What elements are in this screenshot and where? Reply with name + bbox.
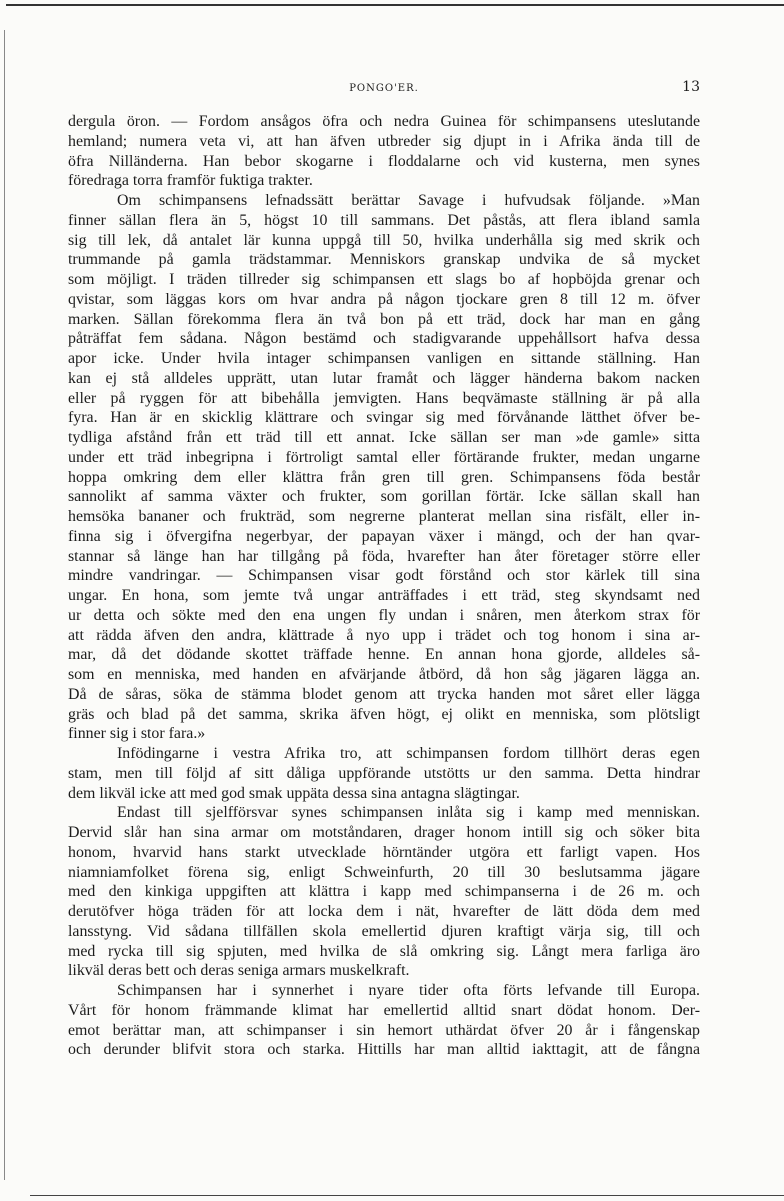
paragraph (68, 744, 700, 803)
text-line: finner sig i stor fara.» (68, 725, 206, 743)
text-line: som möjligt. I träden tillreder sig schimpansen ett slags bo af hopböjda grenar och (68, 271, 700, 288)
text-line: honom, hvarvid hans starkt utvecklade hörntänder utgöra ett farligt vapen. Hos (68, 843, 700, 861)
text-line: eller på ryggen för att bibehålla jemvigten. Hans beqvämaste ställning är på alla (68, 389, 700, 407)
text-line: hemland; numera veta vi, att han äfven utbreder sig djupt in i Afrika ända till de (68, 132, 700, 150)
paragraph (68, 981, 700, 1060)
page-number: 13 (682, 79, 700, 95)
text-line: under ett träd inbegripna i förtroligt samtal eller förtärande frukter, medan ungarne (68, 448, 700, 466)
paragraph (68, 112, 700, 191)
text-line: fyra. Han är en skicklig klättrare och svingar sig med förvånande lätthet öfver be- (68, 409, 700, 427)
text-line: marken. Sällan förekomma flera än två bon på ett träd, dock har man en gång (68, 310, 700, 328)
text-line: hemsöka bananer och frukträd, som negrerne planterat mellan sina risfält, eller in- (68, 508, 700, 525)
text-line: stam, men till följd af sitt dåliga uppförande utstötts ur den samma. Detta hindrar (68, 764, 700, 782)
text-line: Schimpansen har i synnerhet i nyare tider ofta förts lefvande till Europa. (117, 982, 700, 999)
text-line: Endast till sjelfförsvar synes schimpansen inlåta sig i kamp med menniskan. (117, 804, 700, 822)
text-line: öfra Nilländerna. Han bebor skogarne i floddalarne och vid kusterna, men synes (68, 152, 700, 170)
text-line: sig till lek, då antalet lär kunna uppgå till 50, hvilka underhålla sig med skrik och (68, 231, 700, 249)
text-line: Vårt för honom främmande klimat har emellertid alltid snart dödat honom. Der- (68, 1001, 700, 1019)
text-line: lansstyng. Vid sådana tillfällen skola emellertid djuren kraftigt värja sig, till och (68, 922, 700, 940)
text-line: trummande på gamla trädstammar. Menniskors granskap undvika de så mycket (68, 251, 700, 269)
text-line: finna sig i öfvergifna negerbyar, der papayan växer i mängd, och der han qvar- (68, 527, 700, 545)
text-line: ungar. En hona, som jemte två ungar anträffades i ett träd, steg skyndsamt ned (68, 587, 700, 604)
text-line: hoppa omkring dem eller klättra från gren till gren. Schimpansens föda består (68, 468, 700, 486)
body-text (68, 112, 700, 1060)
text-line: påträffat fem sådana. Någon bestämd och stadigvarande uppehållsort hafva dessa (68, 330, 700, 348)
text-line: som en menniska, med handen en afvärjande åtbörd, då hon såg jägaren lägga an. (68, 666, 700, 683)
text-line: qvistar, som läggas kors om hvar andra på någon tjockare gren 8 till 12 m. öfver (68, 290, 700, 308)
text-line: niamniamfolket förena sig, enligt Schweinfurth, 20 till 30 beslutsamma jägare (68, 863, 700, 881)
paragraph (68, 803, 700, 981)
text-line: sannolikt af samma växter och frukter, som gorillan förtär. Icke sällan skall han (68, 488, 700, 506)
text-line: derutöfver höga träden för att locka dem i nät, hvarefter de lätt döda dem med (68, 903, 700, 920)
text-line: tydliga afstånd från ett träd till ett annat. Icke sällan ser man »de gamle» sitta (68, 429, 700, 446)
text-line: Dervid slår han sina armar om motståndaren, drager honom intill sig och söker bita (68, 824, 700, 841)
text-line: dem likväl icke att med god smak uppäta dessa sina antagna slägtingar. (68, 784, 520, 802)
paragraph (68, 191, 700, 744)
text-line: att rädda äfven den andra, klättrade å nyo upp i trädet och tog honom i sina ar- (68, 626, 700, 644)
text-line: mindre vandringar. — Schimpansen visar godt förstånd och stor kärlek till sina (68, 567, 700, 585)
text-line: Om schimpansens lefnadssätt berättar Savage i hufvudsak följande. »Man (117, 192, 700, 209)
text-line: föredraga torra framför fuktiga trakter. (68, 172, 313, 190)
text-line: med rycka till sig spjuten, med hvilka de slå omkring sig. Långt mera farliga äro (68, 942, 700, 960)
text-line: ur detta och sökte med den ena ungen fly undan i snåren, men återkom strax för (68, 606, 700, 624)
text-line: Infödingarne i vestra Afrika tro, att schimpansen fordom tillhört deras egen (117, 745, 700, 762)
text-line: gräs och blad på det samma, skrika äfven högt, ej olikt en menniska, som plötsligt (68, 705, 700, 723)
bottom-page-edge (30, 1195, 784, 1196)
text-line: kan ej stå alldeles upprätt, utan lutar framåt och lägger händerna bakom nacken (68, 369, 700, 387)
top-page-edge (6, 4, 784, 6)
text-line: mar, då det dödande skottet träffade henne. En annan hona gjorde, alldeles så- (68, 646, 700, 664)
text-line: med den kinkiga uppgiften att klättra i kapp med schimpanserna i de 26 m. och (68, 883, 700, 901)
left-page-edge (4, 30, 5, 1180)
text-line: likväl deras bett och deras seniga armars muskelkraft. (68, 962, 410, 980)
running-title: PONGO'ER. (349, 83, 419, 94)
text-line: dergula öron. — Fordom ansågos öfra och nedra Guinea för schimpansens uteslutande (68, 113, 700, 130)
text-line: Då de såras, söka de stämma blodet genom att trycka handen mot såret eller lägga (68, 685, 700, 703)
text-line: finner sällan flera än 5, högst 10 till sammans. Det påstås, att flera ibland samla (68, 211, 700, 229)
page-header (68, 79, 700, 101)
text-line: stannar så länge han har tillgång på föda, hvarefter han åter företager större eller (68, 547, 700, 565)
text-line: apor icke. Under hvila intager schimpansen vanligen en sittande ställning. Han (68, 350, 700, 367)
text-line: emot berättar man, att schimpanser i sin hemort uthärdat öfver 20 år i fångenskap (68, 1021, 700, 1039)
text-line: och derunder blifvit stora och starka. Hittills har man alltid iakttagit, att de fångna (68, 1041, 700, 1059)
